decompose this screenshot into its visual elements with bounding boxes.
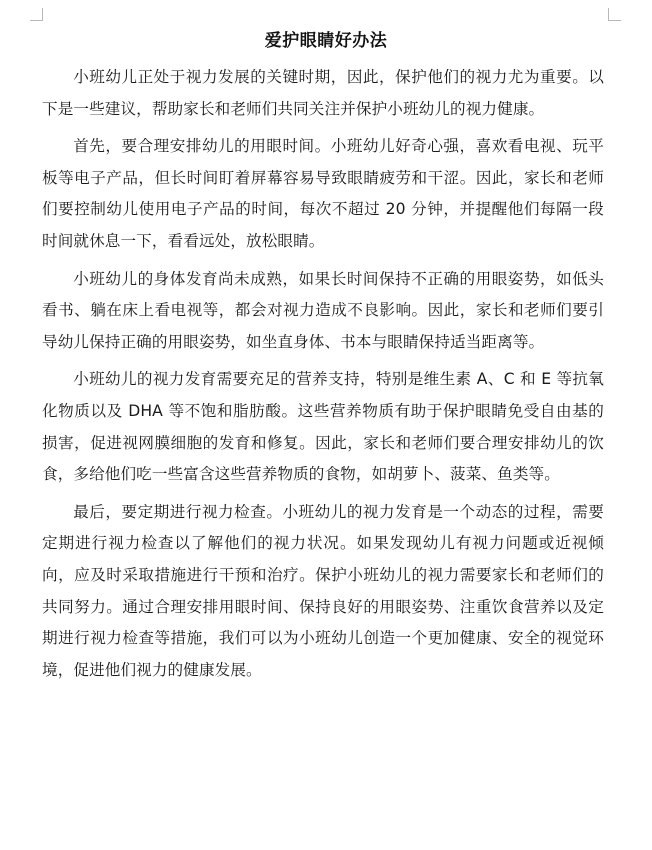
paragraph-nutrition: 小班幼儿的视力发育需要充足的营养支持，特别是维生素 A、C 和 E 等抗氧化物质以及 DHA 等不饱和脂肪酸。这些营养物质有助于保护眼睛免受自由基的损害，促进视网膜细胞的发育和修复。因此，家长和老师们要合理安排幼儿的饮食，多给他们吃一些富含这些营养物质的食物，如胡萝卜、菠菜、鱼类等。 bbox=[42, 370, 604, 484]
paragraph-checkups: 最后，要定期进行视力检查。小班幼儿的视力发育是一个动态的过程，需要定期进行视力检查以了解他们的视力状况。如果发现幼儿有视力问题或近视倾向，应及时采取措施进行干预和治疗。保护小班幼儿的视力需要家长和老师们的共同努力。通过合理安排用眼时间、保持良好的用眼姿势、注重饮食营养以及定期进行视力检查等措施，我们可以为小班幼儿创造一个更加健康、安全的视觉环境，促进他们视力的健康发展。 bbox=[42, 502, 604, 679]
document-body bbox=[42, 62, 604, 692]
paragraph-screen-time: 首先，要合理安排幼儿的用眼时间。小班幼儿好奇心强，喜欢看电视、玩平板等电子产品，但长时间盯着屏幕容易导致眼睛疲劳和干涩。因此，家长和老师们要控制幼儿使用电子产品的时间，每次不超过 20 分钟，并提醒他们每隔一段时间就休息一下，看看远处，放松眼睛。 bbox=[42, 137, 604, 250]
paragraph-posture: 小班幼儿的身体发育尚未成熟，如果长时间保持不正确的用眼姿势，如低头看书、躺在床上看电视等，都会对视力造成不良影响。因此，家长和老师们要引导幼儿保持正确的用眼姿势，如坐直身体、书本与眼睛保持适当距离等。 bbox=[42, 269, 604, 351]
document-title: 爱护眼睛好办法 bbox=[264, 31, 388, 51]
top-left-margin-mark bbox=[30, 8, 43, 21]
top-right-margin-mark bbox=[608, 8, 621, 21]
paragraph-intro: 小班幼儿正处于视力发展的关键时期，因此，保护他们的视力尤为重要。以下是一些建议，帮助家长和老师们共同关注并保护小班幼儿的视力健康。 bbox=[42, 68, 604, 118]
